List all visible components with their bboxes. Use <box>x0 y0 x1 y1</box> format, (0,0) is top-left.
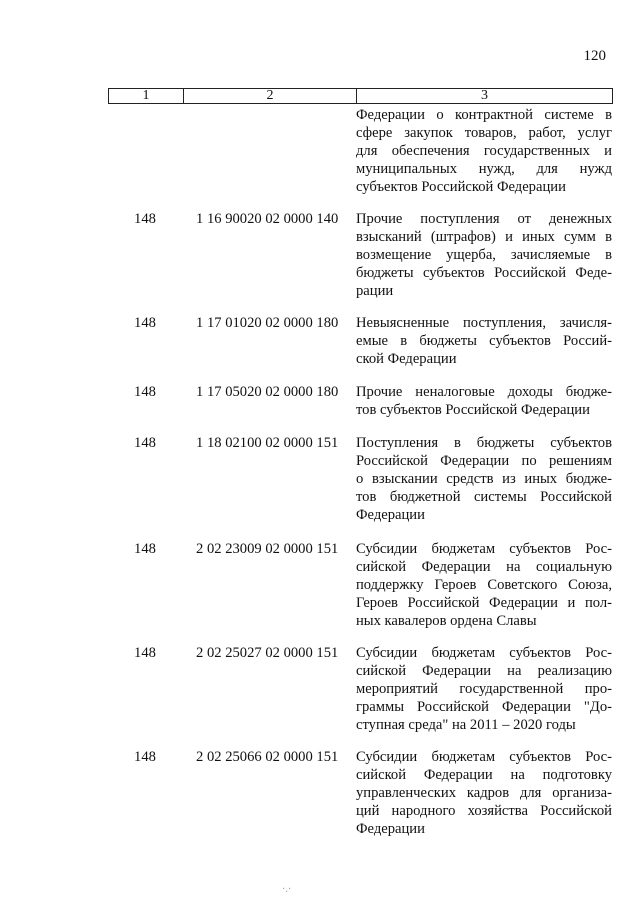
description-line: сфере закупок товаров, работ, услуг <box>356 125 612 141</box>
description-line: ской Федерации <box>356 351 457 367</box>
table-header-row <box>108 88 613 104</box>
description-line: рации <box>356 283 394 299</box>
admin-code: 148 <box>134 384 156 400</box>
description-line: ций народного хозяйства Российской <box>356 803 612 819</box>
description <box>356 434 612 524</box>
admin-code: 148 <box>134 749 156 765</box>
header-col-1: 1 <box>109 89 184 103</box>
description-line: ступная среда" на 2011 – 2020 годы <box>356 717 576 733</box>
description-line: Героев Российской Федерации и пол- <box>356 595 612 611</box>
description-line: Поступления в бюджеты субъектов <box>356 435 612 451</box>
description-line: мероприятий государственной про- <box>356 681 612 697</box>
budget-code: 1 17 01020 02 0000 180 <box>196 315 339 331</box>
description-line: Российской Федерации по решениям <box>356 453 612 469</box>
budget-code: 2 02 25027 02 0000 151 <box>196 645 339 661</box>
description-line: о взыскании средств из иных бюдже- <box>356 471 612 487</box>
admin-code: 148 <box>134 435 156 451</box>
description-line: сийской Федерации на реализацию <box>356 663 612 679</box>
description-line: Субсидии бюджетам субъектов Рос- <box>356 541 612 557</box>
description-line: Федерации о контрактной системе в <box>356 107 612 123</box>
description-line: Прочие неналоговые доходы бюдже- <box>356 384 612 400</box>
description-line: Невыясненные поступления, зачисля- <box>356 315 612 331</box>
description-line: Федерации <box>356 507 425 523</box>
description <box>356 644 612 734</box>
budget-code: 1 17 05020 02 0000 180 <box>196 384 339 400</box>
header-col-2: 2 <box>184 89 357 103</box>
description <box>356 314 612 368</box>
description-line: граммы Российской Федерации "До- <box>356 699 612 715</box>
description-line: Субсидии бюджетам субъектов Рос- <box>356 645 612 661</box>
admin-code: 148 <box>134 645 156 661</box>
page-number: 120 <box>583 48 606 64</box>
description-line: бюджеты субъектов Российской Феде- <box>356 265 612 281</box>
description <box>356 540 612 630</box>
description <box>356 210 612 300</box>
description-line: управленческих кадров для организа- <box>356 785 612 801</box>
description-line: поддержку Героев Советского Союза, <box>356 577 612 593</box>
budget-code: 2 02 25066 02 0000 151 <box>196 749 339 765</box>
description-line: Федерации <box>356 821 425 837</box>
admin-code: 148 <box>134 211 156 227</box>
description-line: субъектов Российской Федерации <box>356 179 566 195</box>
header-col-3: 3 <box>481 88 488 103</box>
description-line: сийской Федерации на подготовку <box>356 767 612 783</box>
description-line: возмещение ущерба, зачисляемые в <box>356 247 612 263</box>
budget-code: 1 18 02100 02 0000 151 <box>196 435 339 451</box>
admin-code: 148 <box>134 315 156 331</box>
description-line: тов бюджетной системы Российской <box>356 489 612 505</box>
description-line: сийской Федерации на социальную <box>356 559 612 575</box>
budget-code: 2 02 23009 02 0000 151 <box>196 541 339 557</box>
description-line: муниципальных нужд, для нужд <box>356 161 612 177</box>
scan-speckle: ·.· <box>282 884 292 895</box>
budget-code: 1 16 90020 02 0000 140 <box>196 211 339 227</box>
description-line: ных кавалеров ордена Славы <box>356 613 537 629</box>
description-line: Субсидии бюджетам субъектов Рос- <box>356 749 612 765</box>
description <box>356 748 612 838</box>
description-line: Прочие поступления от денежных <box>356 211 612 227</box>
continued-description <box>356 106 612 196</box>
description-line: емые в бюджеты субъектов Россий- <box>356 333 612 349</box>
admin-code: 148 <box>134 541 156 557</box>
description-line: тов субъектов Российской Федерации <box>356 402 590 418</box>
description <box>356 383 612 419</box>
description-line: взысканий (штрафов) и иных сумм в <box>356 229 612 245</box>
description-line: для обеспечения государственных и <box>356 143 612 159</box>
